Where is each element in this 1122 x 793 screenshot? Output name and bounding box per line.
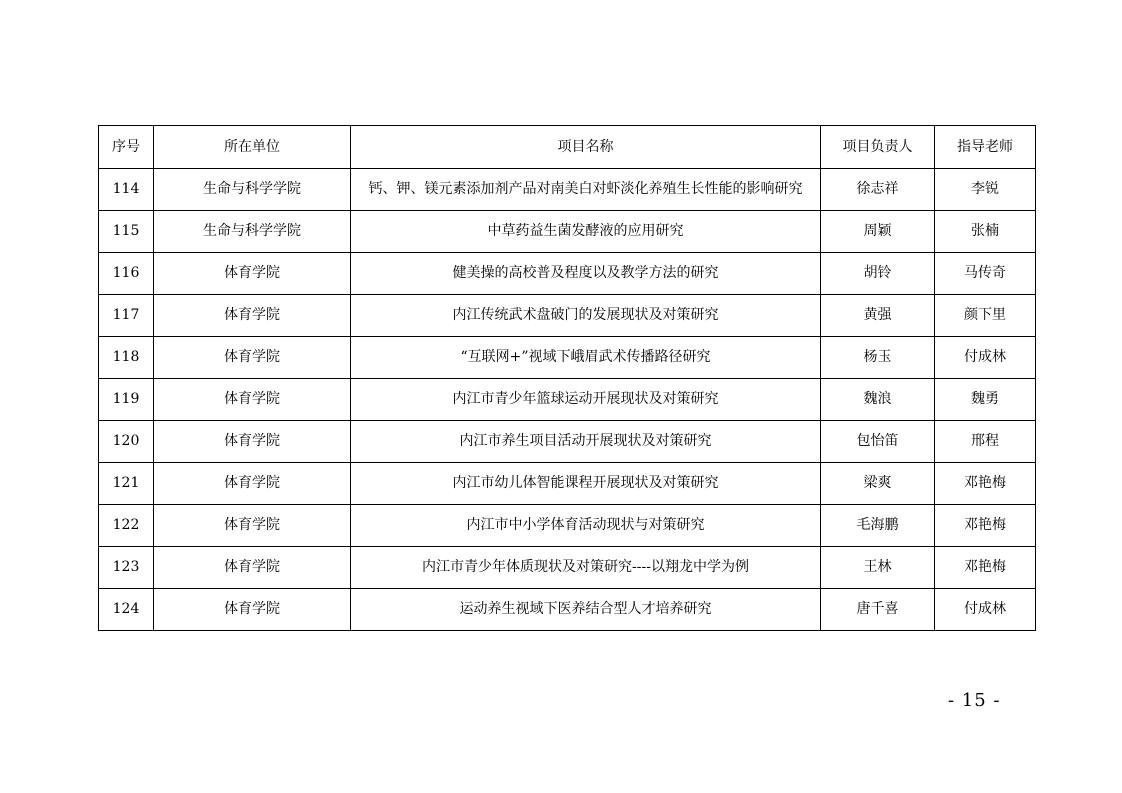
cell-unit: 体育学院 [154, 547, 351, 589]
table-body [99, 169, 1036, 631]
cell-seq: 115 [99, 211, 154, 253]
cell-unit: 生命与科学学院 [154, 169, 351, 211]
cell-project-name: 内江市青少年体质现状及对策研究----以翔龙中学为例 [351, 547, 821, 589]
table-row [99, 211, 1036, 253]
table-row [99, 463, 1036, 505]
cell-tutor: 付成林 [935, 589, 1036, 631]
table-row [99, 379, 1036, 421]
cell-project-leader: 胡铃 [821, 253, 935, 295]
header-tutor: 指导老师 [935, 126, 1036, 169]
cell-unit: 体育学院 [154, 463, 351, 505]
cell-project-leader: 梁爽 [821, 463, 935, 505]
table-row [99, 547, 1036, 589]
table-row [99, 589, 1036, 631]
cell-project-name: “互联网+”视域下峨眉武术传播路径研究 [351, 337, 821, 379]
table-row [99, 337, 1036, 379]
cell-project-name: 内江市中小学体育活动现状与对策研究 [351, 505, 821, 547]
table-header [99, 126, 1036, 169]
cell-seq: 116 [99, 253, 154, 295]
header-unit: 所在单位 [154, 126, 351, 169]
cell-unit: 体育学院 [154, 379, 351, 421]
header-row [99, 126, 1036, 169]
cell-tutor: 马传奇 [935, 253, 1036, 295]
cell-project-leader: 王林 [821, 547, 935, 589]
header-project-leader: 项目负责人 [821, 126, 935, 169]
cell-project-name: 健美操的高校普及程度以及教学方法的研究 [351, 253, 821, 295]
header-seq: 序号 [99, 126, 154, 169]
cell-project-leader: 包怡笛 [821, 421, 935, 463]
cell-project-leader: 唐千喜 [821, 589, 935, 631]
cell-seq: 120 [99, 421, 154, 463]
table-row [99, 505, 1036, 547]
cell-seq: 114 [99, 169, 154, 211]
cell-project-leader: 周颖 [821, 211, 935, 253]
cell-unit: 生命与科学学院 [154, 211, 351, 253]
cell-tutor: 李锐 [935, 169, 1036, 211]
cell-seq: 124 [99, 589, 154, 631]
cell-tutor: 颜下里 [935, 295, 1036, 337]
cell-project-leader: 徐志祥 [821, 169, 935, 211]
page-number: - 15 - [948, 690, 1001, 711]
cell-project-name: 运动养生视域下医养结合型人才培养研究 [351, 589, 821, 631]
cell-project-name: 钙、钾、镁元素添加剂产品对南美白对虾淡化养殖生长性能的影响研究 [351, 169, 821, 211]
cell-unit: 体育学院 [154, 589, 351, 631]
cell-tutor: 邓艳梅 [935, 463, 1036, 505]
cell-project-name: 内江传统武术盘破门的发展现状及对策研究 [351, 295, 821, 337]
cell-unit: 体育学院 [154, 505, 351, 547]
cell-unit: 体育学院 [154, 337, 351, 379]
table-row [99, 421, 1036, 463]
cell-tutor: 张楠 [935, 211, 1036, 253]
cell-seq: 121 [99, 463, 154, 505]
cell-project-name: 内江市养生项目活动开展现状及对策研究 [351, 421, 821, 463]
cell-tutor: 邢程 [935, 421, 1036, 463]
cell-tutor: 邓艳梅 [935, 547, 1036, 589]
cell-project-leader: 黄强 [821, 295, 935, 337]
table-row [99, 295, 1036, 337]
cell-unit: 体育学院 [154, 295, 351, 337]
cell-project-leader: 杨玉 [821, 337, 935, 379]
cell-unit: 体育学院 [154, 421, 351, 463]
cell-seq: 117 [99, 295, 154, 337]
project-table-container [98, 125, 1035, 631]
cell-seq: 118 [99, 337, 154, 379]
cell-project-leader: 毛海鹏 [821, 505, 935, 547]
cell-project-name: 内江市青少年篮球运动开展现状及对策研究 [351, 379, 821, 421]
header-project-name: 项目名称 [351, 126, 821, 169]
cell-project-leader: 魏浪 [821, 379, 935, 421]
table-row [99, 253, 1036, 295]
cell-project-name: 内江市幼儿体智能课程开展现状及对策研究 [351, 463, 821, 505]
project-table [98, 125, 1036, 631]
cell-tutor: 邓艳梅 [935, 505, 1036, 547]
cell-tutor: 魏勇 [935, 379, 1036, 421]
cell-seq: 123 [99, 547, 154, 589]
cell-tutor: 付成林 [935, 337, 1036, 379]
cell-project-name: 中草药益生菌发酵液的应用研究 [351, 211, 821, 253]
cell-seq: 122 [99, 505, 154, 547]
cell-seq: 119 [99, 379, 154, 421]
cell-unit: 体育学院 [154, 253, 351, 295]
table-row [99, 169, 1036, 211]
